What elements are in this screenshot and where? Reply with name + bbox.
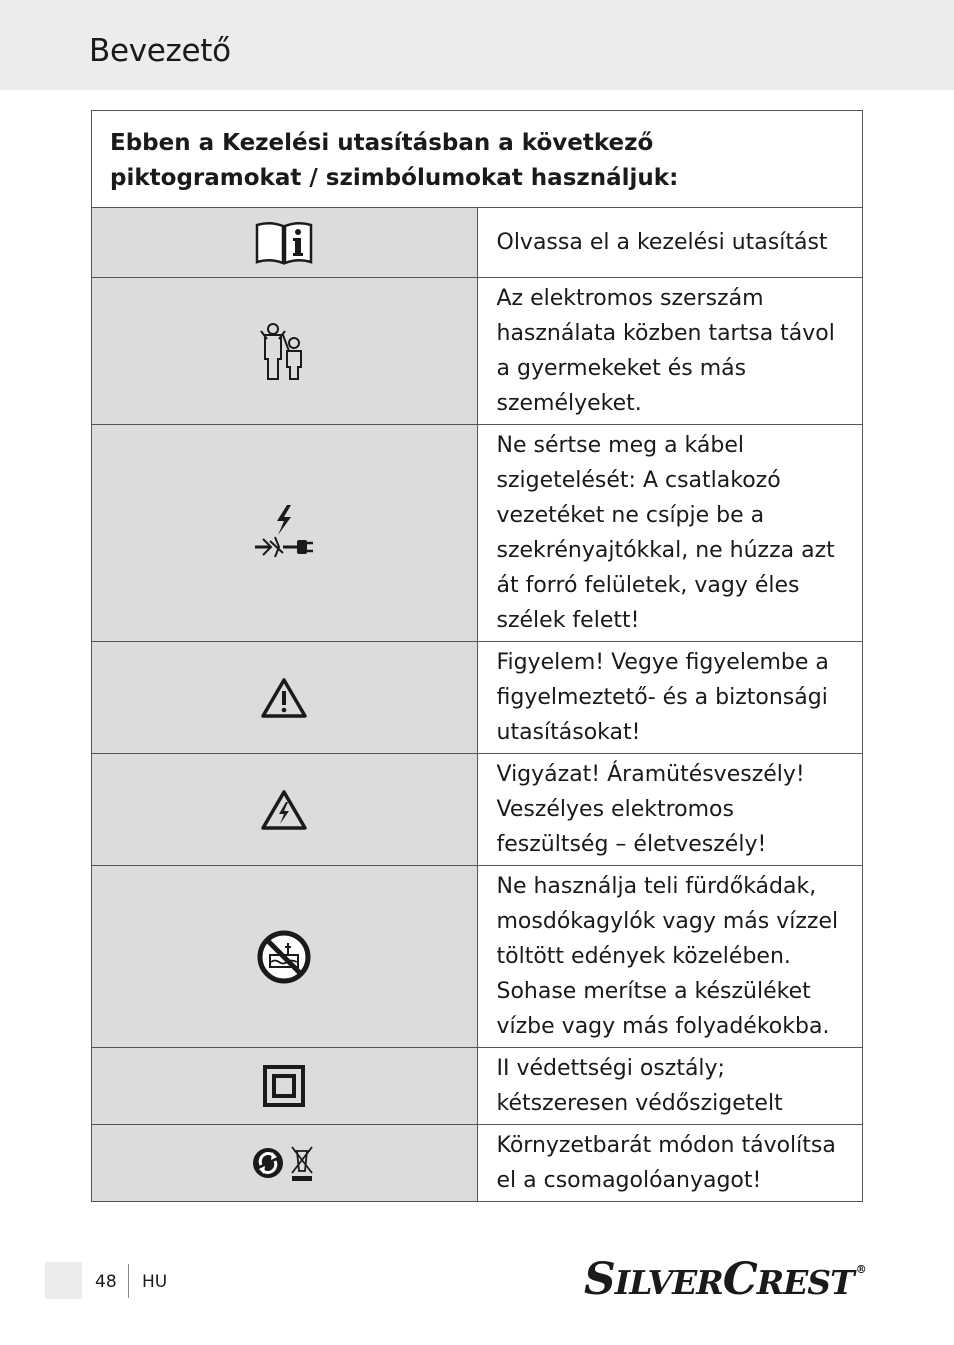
row-text: Környzetbarát módon távolítsa el a csomagolóanyagot! <box>477 1125 863 1202</box>
brand-logo-part: REST <box>756 1263 854 1302</box>
table-row <box>92 642 863 754</box>
brand-logo-part: ILVER <box>614 1263 723 1302</box>
table-heading: Ebben a Kezelési utasításban a következő piktogramokat / szimbólumokat használjuk: <box>92 111 863 208</box>
footer-tab-marker <box>45 1262 82 1299</box>
pictogram-table <box>91 110 863 1202</box>
table-row <box>92 754 863 866</box>
electric-shock-warning-icon <box>260 789 308 831</box>
table-row <box>92 1125 863 1202</box>
table-row <box>92 1048 863 1125</box>
registered-mark: ® <box>855 1263 866 1276</box>
no-water-icon <box>256 929 312 985</box>
protection-class-ii-icon <box>262 1064 306 1108</box>
page-title: Bevezető <box>89 33 231 69</box>
brand-logo <box>584 1254 866 1305</box>
row-text: Vigyázat! Áramütésveszély! Veszélyes elektromos feszültség – életveszély! <box>477 754 863 866</box>
read-manual-icon <box>254 219 314 267</box>
table-row <box>92 866 863 1048</box>
recycling-disposal-icon <box>252 1143 316 1183</box>
row-text: Olvassa el a kezelési utasítást <box>477 208 863 278</box>
footer-divider <box>128 1264 129 1298</box>
keep-children-away-icon <box>259 321 309 381</box>
cable-damage-icon <box>253 503 315 563</box>
page-number: 48 <box>95 1272 117 1292</box>
row-text: Ne használja teli fürdőkádak, mosdókagylók vagy más vízzel töltött edények közelében. Sohase merítse a készüléket vízbe vagy más folyadékokba. <box>477 866 863 1048</box>
table-heading-row <box>92 111 863 208</box>
table-row <box>92 425 863 642</box>
row-text: II védettségi osztály; kétszeresen védőszigetelt <box>477 1048 863 1125</box>
warning-triangle-icon <box>260 677 308 719</box>
brand-logo-letter: S <box>584 1254 615 1305</box>
brand-logo-letter: C <box>722 1254 757 1305</box>
row-text: Ne sértse meg a kábel szigetelését: A csatlakozó vezetéket ne csípje be a szekrényajtókkal, ne húzza azt át forró felületek, vagy éles szélek felett! <box>477 425 863 642</box>
table-row <box>92 278 863 425</box>
row-text: Figyelem! Vegye figyelembe a figyelmeztető- és a biztonsági utasításokat! <box>477 642 863 754</box>
row-text: Az elektromos szerszám használata közben tartsa távol a gyermekeket és más személyeket. <box>477 278 863 425</box>
language-code: HU <box>142 1272 168 1292</box>
table-row <box>92 208 863 278</box>
